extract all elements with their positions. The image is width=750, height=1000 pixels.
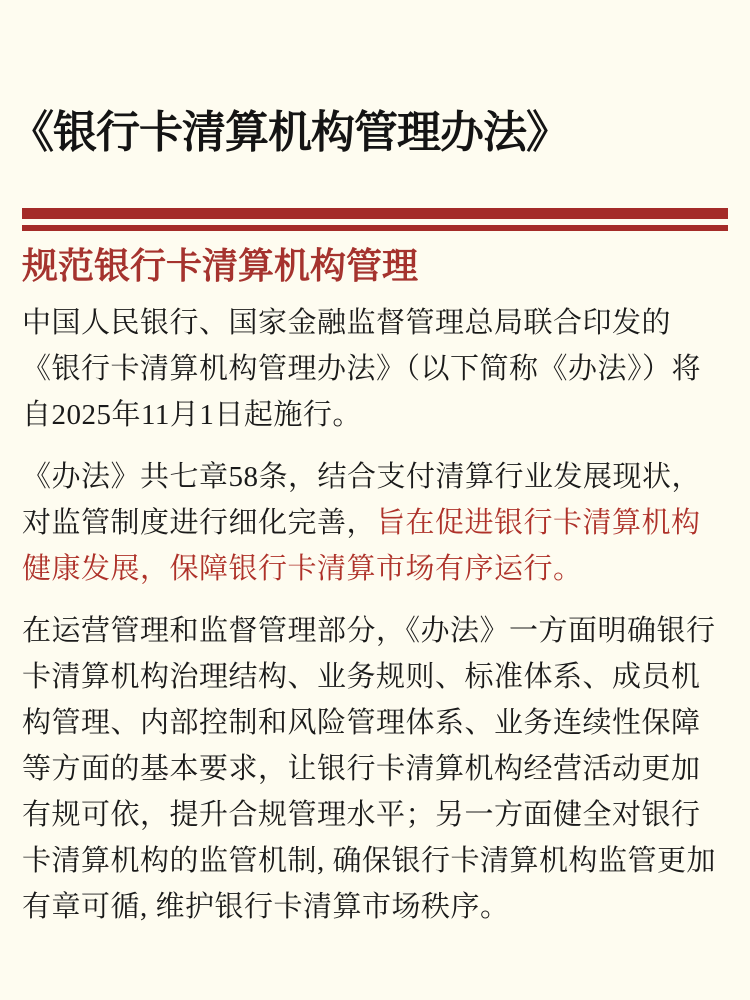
highlight-segment: 旨在促进银行卡清算机构健康发展，保障银行卡清算市场有序运行。 — [22, 506, 701, 585]
text-segment: 中国人民银行、国家金融监督管理总局联合印发的《银行卡清算机构管理办法》（以下简称《办法》）将自2025年11月1日起施行。 — [22, 306, 702, 431]
main-title: 《银行卡清算机构管理办法》 — [10, 108, 569, 157]
text-segment: 在运营管理和监督管理部分，《办法》一方面明确银行卡清算机构治理结构、业务规则、标准体系、成员机构管理、内部控制和风险管理体系、业务连续性保障等方面的基本要求，让银行卡清算机构经营活动更加有规可依，提升合规管理水平；另一方面健全对银行卡清算机构的监管机制, 确保银行卡清算机构监管更加有章可循, 维护银行卡清算市场秩序。 — [22, 614, 717, 923]
paragraph-effective-date — [22, 300, 728, 438]
double-rule-divider — [22, 208, 728, 231]
text-segment: 《办法》共七章58条，结合支付清算行业发展现状，对监管制度进行细化完善， — [22, 460, 702, 539]
section-heading: 规范银行卡清算机构管理 — [22, 245, 419, 286]
paragraph-chapters — [22, 454, 728, 592]
paragraph-regulation-details — [22, 608, 728, 930]
article-body — [22, 300, 728, 930]
